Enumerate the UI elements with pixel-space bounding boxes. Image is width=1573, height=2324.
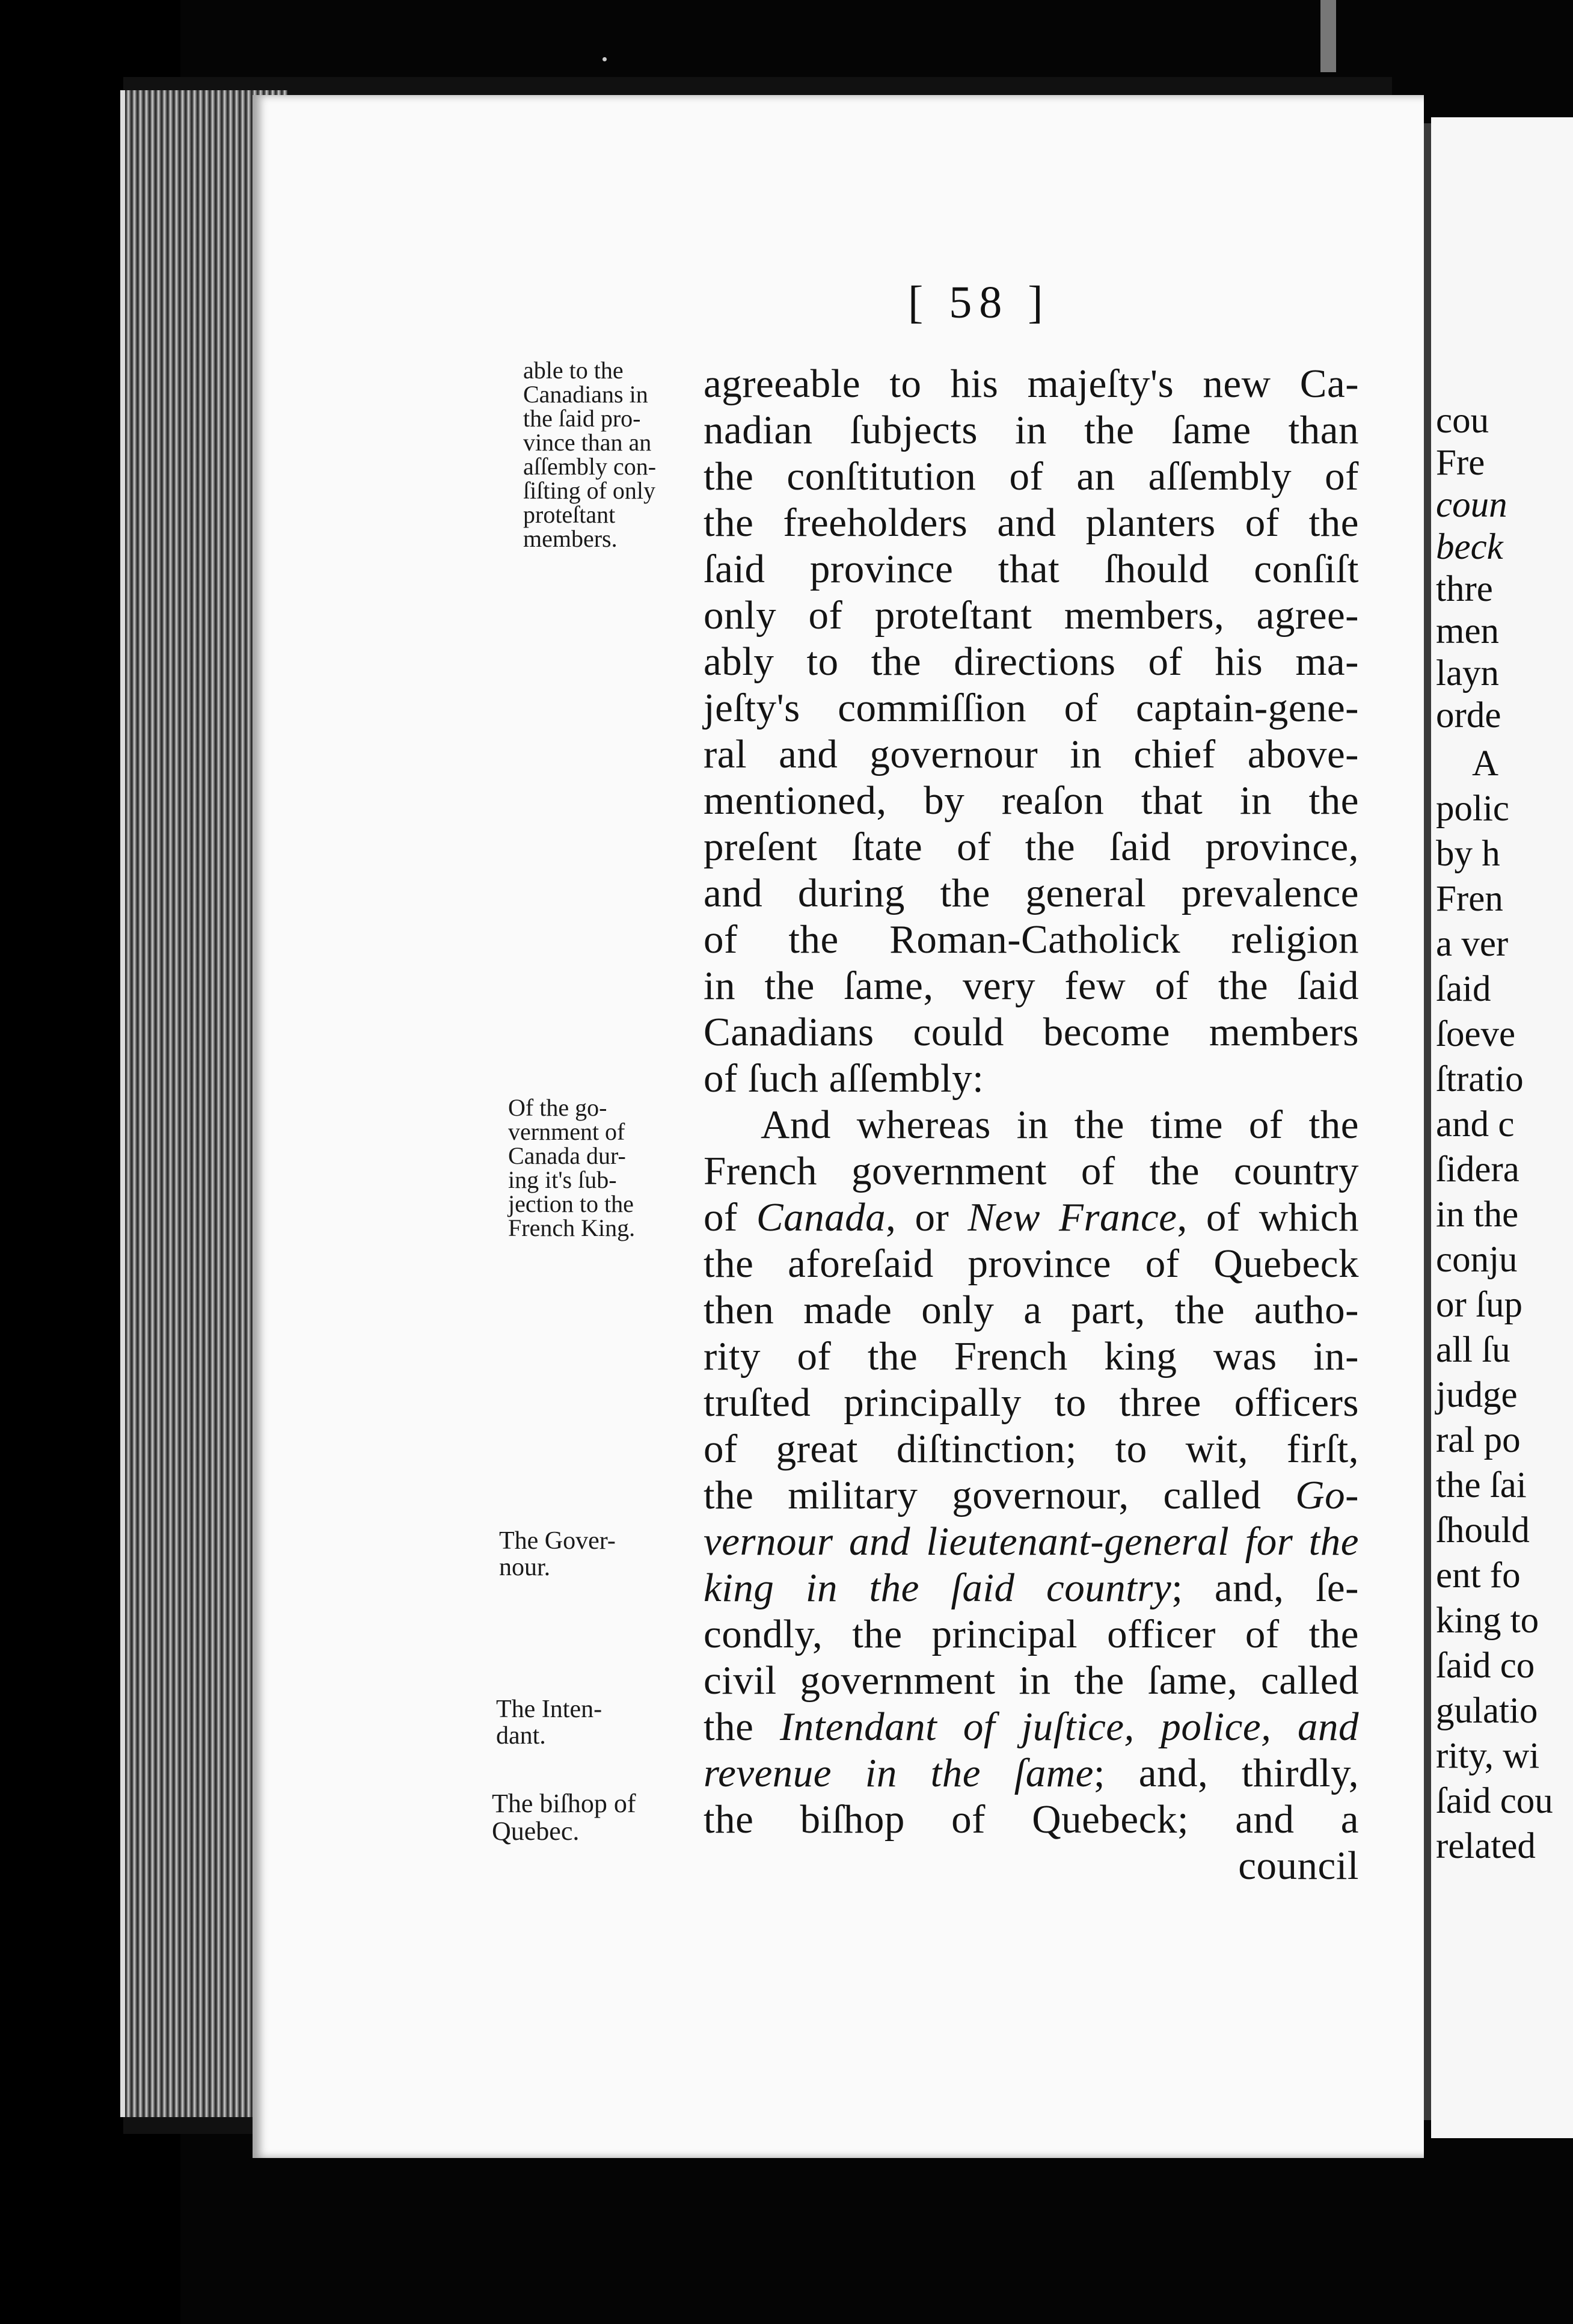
margin-note-line: members. <box>523 525 618 552</box>
margin-note-line: The biſhop of <box>492 1789 636 1818</box>
body-line: And whereas in the time of the <box>761 1102 1359 1147</box>
body-line <box>704 1472 1359 1519</box>
margin-note-line: nour. <box>499 1554 551 1581</box>
body-line: of the Roman-Catholick religion <box>704 917 1359 962</box>
body-line <box>704 1194 1359 1241</box>
facing-line: in the <box>1436 1194 1519 1235</box>
body-text <box>704 361 1359 1889</box>
margin-note-intendant <box>496 1696 602 1749</box>
body-line: of great diſtinction; to wit, firſt, <box>704 1427 1359 1471</box>
body-line: civil government in the ſame, called <box>704 1658 1359 1703</box>
margin-note-line: vernment of <box>508 1118 625 1145</box>
facing-line: layn <box>1436 653 1500 693</box>
facing-line: beck <box>1436 527 1503 567</box>
body-line <box>704 1704 1359 1750</box>
text-run: the military governour, called <box>704 1473 1296 1517</box>
facing-line: a ver <box>1436 924 1509 964</box>
facing-line: thre <box>1436 569 1493 609</box>
facing-line: polic <box>1436 788 1509 829</box>
margin-note-line: The Gover- <box>499 1527 616 1555</box>
margin-note-line: The Inten- <box>496 1695 603 1723</box>
body-line <box>704 1750 1359 1797</box>
body-line: nadian ſubjects in the ſame than <box>704 408 1359 452</box>
margin-note-line: Of the go- <box>508 1094 607 1121</box>
facing-line: related <box>1436 1826 1536 1866</box>
facing-line: A <box>1472 743 1499 784</box>
margin-note-line: French King. <box>508 1214 636 1241</box>
text-run: ; and, ſe- <box>1171 1566 1359 1610</box>
body-line <box>704 1519 1359 1565</box>
facing-line: men <box>1436 611 1500 651</box>
text-run: , of which <box>1177 1195 1360 1240</box>
text-run: the <box>704 1705 780 1749</box>
body-line: of ſuch aſſembly: <box>704 1056 984 1101</box>
facing-line: ent fo <box>1436 1555 1521 1596</box>
scan-edge-scrap <box>1320 0 1336 72</box>
margin-note-line: jection to the <box>508 1190 634 1217</box>
italic-title: revenue in the ſame <box>704 1751 1094 1795</box>
margin-note-line: dant. <box>496 1722 546 1750</box>
margin-note-bishop <box>492 1790 636 1845</box>
italic-title: Intendant of juſtice, police, and <box>779 1705 1359 1749</box>
facing-line: ſoeve <box>1436 1014 1516 1054</box>
catchword: council <box>1238 1843 1359 1888</box>
body-line: ſaid province that ſhould conſiſt <box>704 547 1359 591</box>
body-line: the conſtitution of an aſſembly of <box>704 454 1359 499</box>
facing-line: by h <box>1436 834 1500 874</box>
facing-line: orde <box>1436 695 1501 736</box>
body-line: Canadians could become members <box>704 1010 1359 1054</box>
facing-line: or ſup <box>1436 1285 1523 1325</box>
facing-line: Fren <box>1436 879 1503 919</box>
body-line: the aforeſaid province of Quebeck <box>704 1241 1359 1286</box>
facing-line: conju <box>1436 1240 1518 1280</box>
body-line: preſent ſtate of the ſaid province, <box>704 825 1359 869</box>
body-line: in the ſame, very few of the ſaid <box>704 964 1359 1008</box>
text-run: , or <box>886 1195 968 1240</box>
facing-page-fragment <box>1431 117 1573 2138</box>
body-line: ral and governour in chief above- <box>704 732 1359 776</box>
facing-line: rity, wi <box>1436 1736 1540 1776</box>
body-line: then made only a part, the autho- <box>704 1288 1359 1332</box>
body-line: the biſhop of Quebeck; and a <box>704 1797 1359 1842</box>
margin-note-line: able to the <box>523 357 624 384</box>
facing-line: the ſai <box>1436 1465 1527 1505</box>
facing-line: coun <box>1436 485 1507 525</box>
margin-note-line: proteſtant <box>523 501 616 528</box>
facing-line: king to <box>1436 1600 1539 1641</box>
margin-note-assembly <box>523 358 656 551</box>
margin-note-line: ing it's ſub- <box>508 1166 617 1193</box>
body-line: mentioned, by reaſon that in the <box>704 778 1359 823</box>
dust-speck <box>603 57 607 61</box>
page-number: [ 58 ] <box>908 277 1050 328</box>
italic-place-name: Canada <box>756 1195 886 1240</box>
margin-note-line: the ſaid pro- <box>523 405 641 432</box>
body-line: and during the general prevalence <box>704 871 1359 915</box>
margin-note-line: vince than an <box>523 429 652 456</box>
body-line: the freeholders and planters of the <box>704 500 1359 545</box>
body-line <box>704 1565 1359 1611</box>
body-line: rity of the French king was in- <box>704 1334 1359 1379</box>
italic-title: vernour and lieutenant-general for the <box>704 1519 1359 1564</box>
margin-note-line: Canadians in <box>523 381 648 408</box>
margin-note-line: Canada dur- <box>508 1142 626 1169</box>
facing-line: ſaid cou <box>1436 1781 1553 1821</box>
italic-place-name: New France <box>967 1195 1177 1240</box>
body-line: French government of the country <box>704 1149 1359 1193</box>
margin-note-governour <box>499 1528 616 1581</box>
text-run: of <box>704 1195 756 1240</box>
body-line: agreeable to his majeſty's new Ca- <box>704 361 1359 406</box>
body-line: truſted principally to three officers <box>704 1380 1359 1425</box>
body-line: only of proteſtant members, agree- <box>704 593 1359 638</box>
margin-note-line: aſſembly con- <box>523 453 657 480</box>
text-run: ; and, thirdly, <box>1093 1751 1359 1795</box>
facing-line: ſaid co <box>1436 1646 1535 1686</box>
facing-line: ſhould <box>1436 1510 1530 1551</box>
facing-line: all ſu <box>1436 1330 1510 1370</box>
facing-line: and c <box>1436 1104 1515 1145</box>
facing-line: Fre <box>1436 443 1485 483</box>
facing-line: ſidera <box>1436 1149 1519 1190</box>
italic-title: Go- <box>1295 1473 1359 1517</box>
facing-line: ral po <box>1436 1420 1521 1460</box>
facing-line: gulatio <box>1436 1691 1538 1731</box>
body-line: condly, the principal officer of the <box>704 1612 1359 1656</box>
facing-line: ſtratio <box>1436 1059 1524 1099</box>
body-line: ably to the directions of his ma- <box>704 639 1359 684</box>
body-line: jeſty's commiſſion of captain-gene- <box>704 686 1359 730</box>
margin-note-government <box>508 1096 635 1240</box>
italic-title: king in the ſaid country <box>704 1566 1172 1610</box>
facing-line: ſaid <box>1436 969 1491 1009</box>
facing-line: judge <box>1436 1375 1518 1415</box>
facing-line: cou <box>1436 401 1489 441</box>
margin-note-line: ſiſting of only <box>523 477 655 504</box>
margin-note-line: Quebec. <box>492 1816 580 1846</box>
